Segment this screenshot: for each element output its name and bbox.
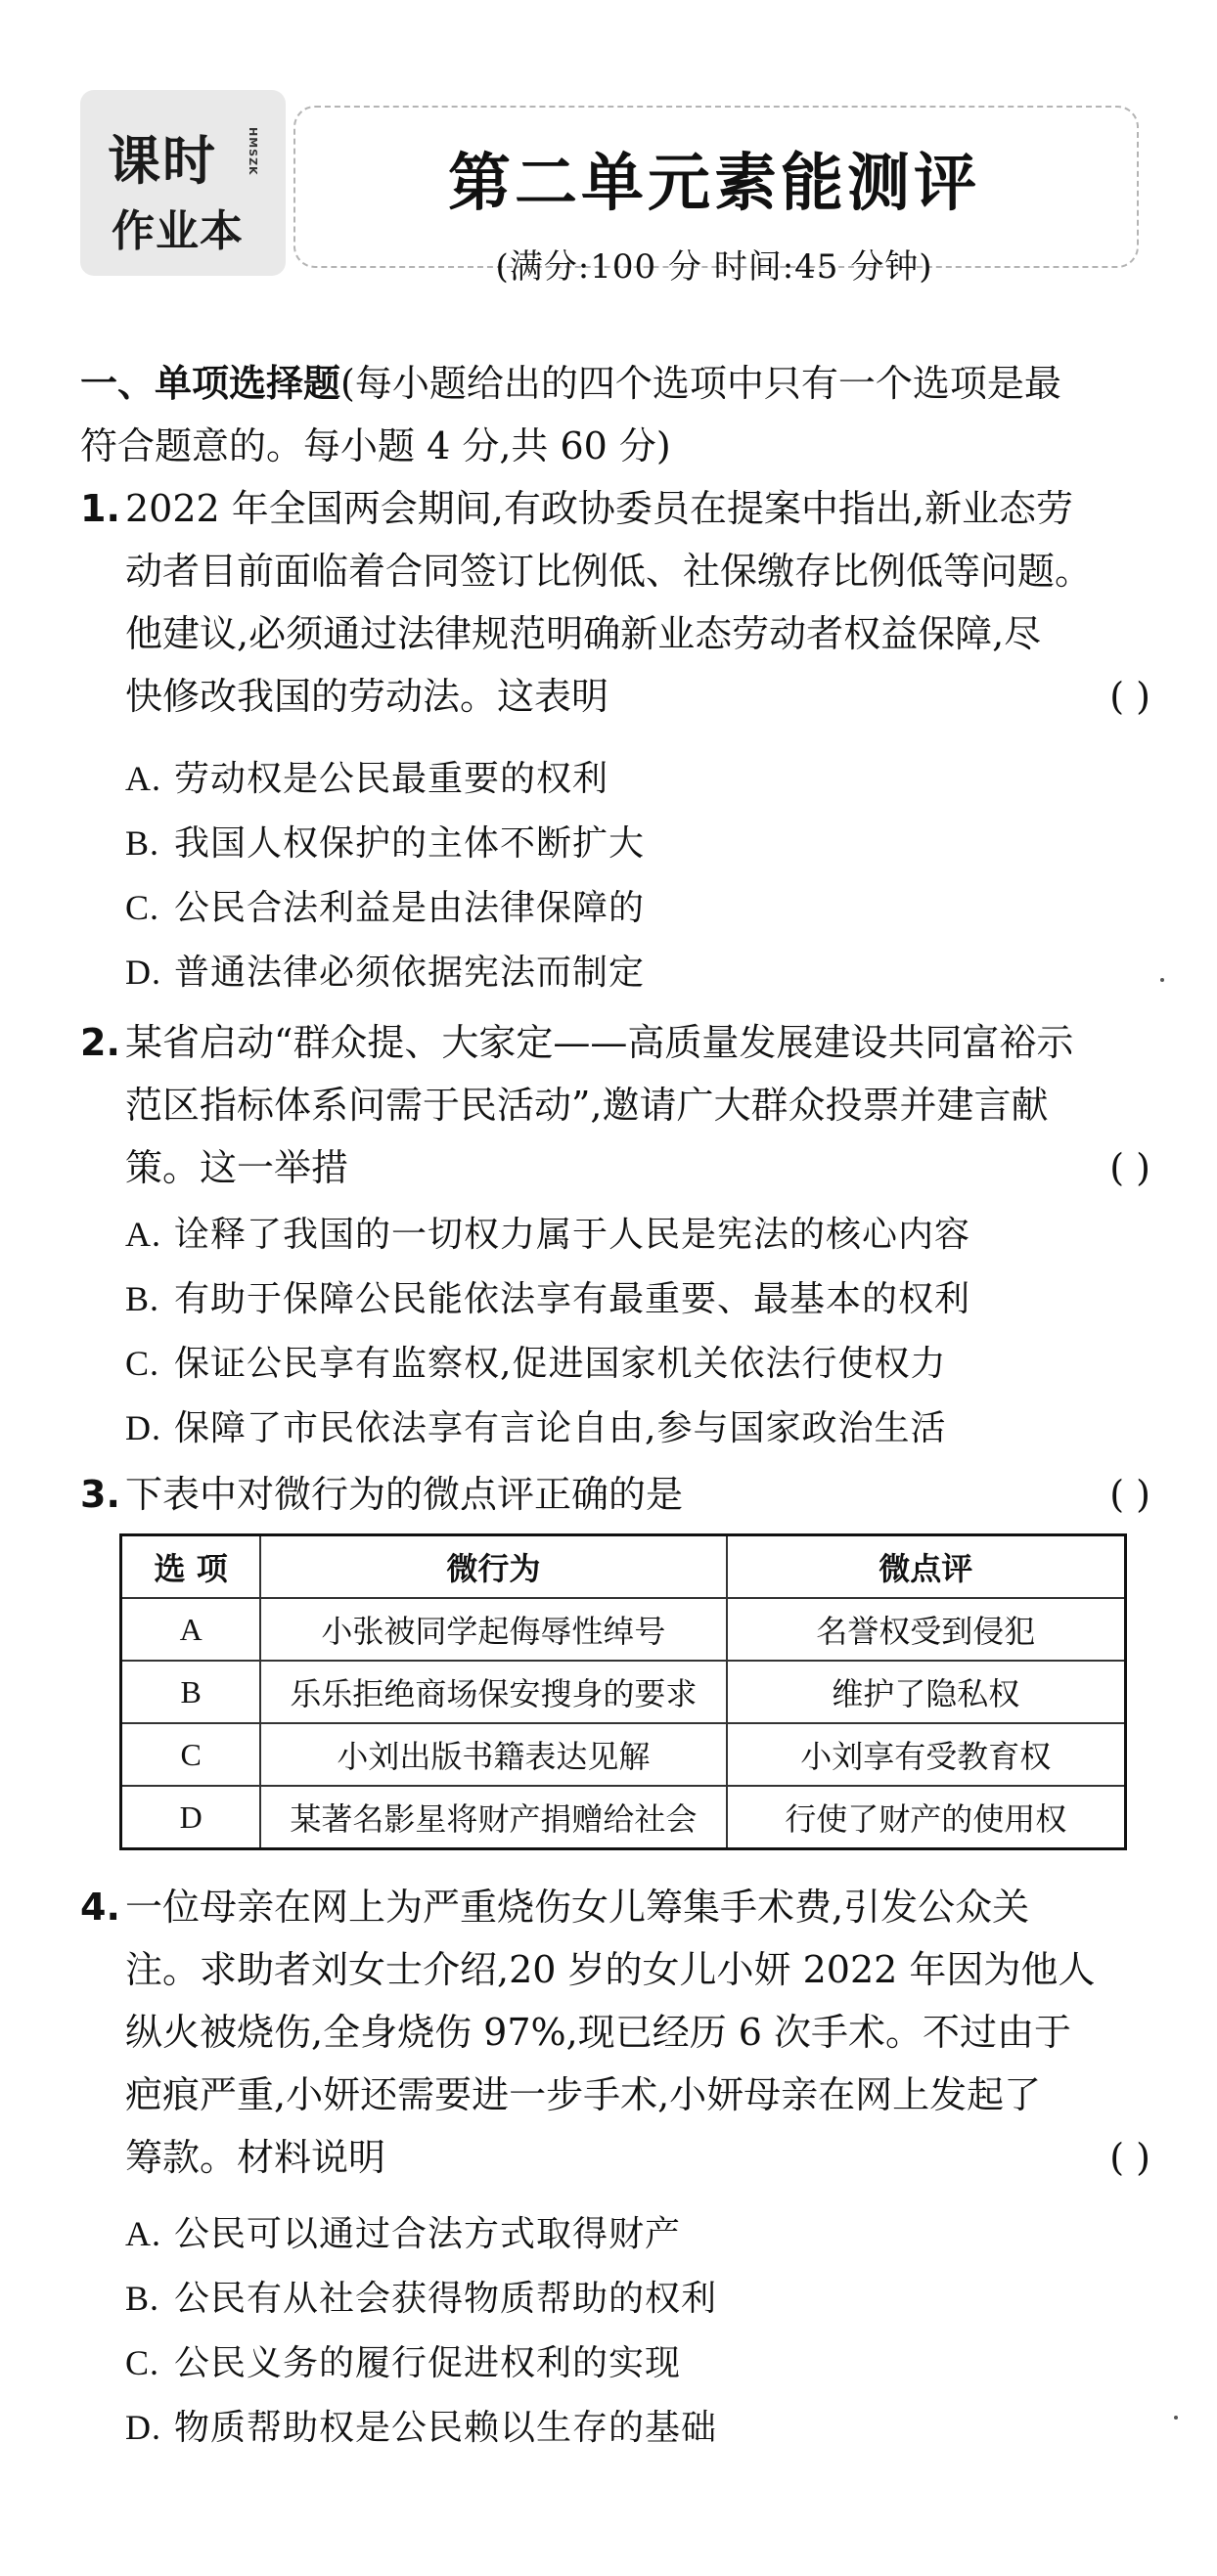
answer-blank[interactable]: ( ) (1109, 675, 1150, 718)
option-a[interactable]: A. 公民可以通过合法方式取得财产 (125, 2214, 682, 2254)
table-row (121, 1598, 1126, 1661)
answer-blank[interactable]: ( ) (1109, 1146, 1150, 1189)
table-row (121, 1661, 1126, 1723)
stem-line: 疤痕严重,小妍还需要进一步手术,小妍母亲在网上发起了 (125, 2073, 1042, 2116)
option-c[interactable]: C. 保证公民享有监察权,促进国家机关依法行使权力 (125, 1344, 947, 1384)
question-number: 3. (80, 1473, 120, 1516)
page-title: 第二单元素能测评 (448, 147, 980, 220)
table-cell: 乐乐拒绝商场保安搜身的要求 (260, 1661, 726, 1723)
stem-line: 动者目前面临着合同签订比例低、社保缴存比例低等问题。 (125, 550, 1093, 593)
table-cell: A (121, 1598, 261, 1661)
table-cell: 维护了隐私权 (727, 1661, 1126, 1723)
option-b[interactable]: B. 我国人权保护的主体不断扩大 (125, 823, 646, 864)
stem-line: 一位母亲在网上为严重烧伤女儿筹集手术费,引发公众关 (125, 1886, 1030, 1929)
stem-line: 下表中对微行为的微点评正确的是 (125, 1473, 684, 1516)
table-header: 微点评 (727, 1535, 1126, 1599)
question-number: 1. (80, 487, 120, 530)
question-4-stem (125, 1876, 1150, 2189)
stem-line: 某省启动“群众提、大家定——高质量发展建设共同富裕示 (125, 1021, 1074, 1064)
section-note-2: 符合题意的。每小题 4 分,共 60 分) (80, 424, 671, 467)
stem-line: 他建议,必须通过法律规范明确新业态劳动者权益保障,尽 (125, 612, 1042, 655)
stem-line: 范区指标体系问需于民活动”,邀请广大群众投票并建言献 (125, 1084, 1049, 1127)
stem-line: 注。求助者刘女士介绍,20 岁的女儿小妍 2022 年因为他人 (125, 1948, 1096, 1991)
page-subtitle: (满分:100 分 时间:45 分钟) (495, 247, 933, 287)
stem-line: 纵火被烧伤,全身烧伤 97%,现已经历 6 次手术。不过由于 (125, 2011, 1072, 2054)
question-2-stem (125, 1011, 1150, 1199)
option-a[interactable]: A. 诠释了我国的一切权力属于人民是宪法的核心内容 (125, 1215, 971, 1255)
logo-bottom-text: 作业本 (112, 206, 244, 256)
option-b[interactable]: B. 有助于保障公民能依法享有最重要、最基本的权利 (125, 1279, 971, 1319)
table-cell: 小张被同学起侮辱性绰号 (260, 1598, 726, 1661)
table-row (121, 1723, 1126, 1786)
table-cell: C (121, 1723, 261, 1786)
stem-line: 快修改我国的劳动法。这表明 (125, 675, 609, 718)
stem-line: 策。这一举措 (125, 1146, 349, 1189)
table-row (121, 1786, 1126, 1849)
scan-speck (1160, 978, 1164, 982)
table-cell: 名誉权受到侵犯 (727, 1598, 1126, 1661)
stem-line: 筹款。材料说明 (125, 2136, 386, 2179)
scan-speck (1174, 2416, 1178, 2420)
comparison-table (119, 1533, 1127, 1850)
option-d[interactable]: D. 物质帮助权是公民赖以生存的基础 (125, 2408, 718, 2448)
brand-logo (80, 90, 286, 276)
table-cell: B (121, 1661, 261, 1723)
question-number: 2. (80, 1021, 120, 1064)
option-d[interactable]: D. 保障了市民依法享有言论自由,参与国家政治生活 (125, 1408, 947, 1448)
section-title: 一、单项选择题 (80, 362, 341, 405)
option-c[interactable]: C. 公民合法利益是由法律保障的 (125, 888, 646, 928)
table-header: 选 项 (121, 1535, 261, 1599)
logo-top-text: 课时 (108, 130, 217, 192)
option-b[interactable]: B. 公民有从社会获得物质帮助的权利 (125, 2279, 718, 2319)
stem-line: 2022 年全国两会期间,有政协委员在提案中指出,新业态劳 (125, 487, 1073, 530)
section-note-1: (每小题给出的四个选项中只有一个选项是最 (340, 362, 1061, 405)
table-cell: 小刘享有受教育权 (727, 1723, 1126, 1786)
table-header: 微行为 (260, 1535, 726, 1599)
option-c[interactable]: C. 公民义务的履行促进权利的实现 (125, 2343, 682, 2383)
logo-side-text: HMSZK (247, 127, 259, 176)
table-header-row (121, 1535, 1126, 1599)
table-cell: D (121, 1786, 261, 1849)
section-heading (80, 352, 1147, 477)
option-d[interactable]: D. 普通法律必须依据宪法而制定 (125, 953, 646, 993)
table-cell: 某著名影星将财产捐赠给社会 (260, 1786, 726, 1849)
question-number: 4. (80, 1886, 120, 1929)
question-1-stem (125, 477, 1150, 728)
option-a[interactable]: A. 劳动权是公民最重要的权利 (125, 759, 609, 799)
table-cell: 行使了财产的使用权 (727, 1786, 1126, 1849)
answer-blank[interactable]: ( ) (1109, 2136, 1150, 2179)
answer-blank[interactable]: ( ) (1109, 1473, 1150, 1516)
table-cell: 小刘出版书籍表达见解 (260, 1723, 726, 1786)
question-3-stem (125, 1463, 1150, 1526)
